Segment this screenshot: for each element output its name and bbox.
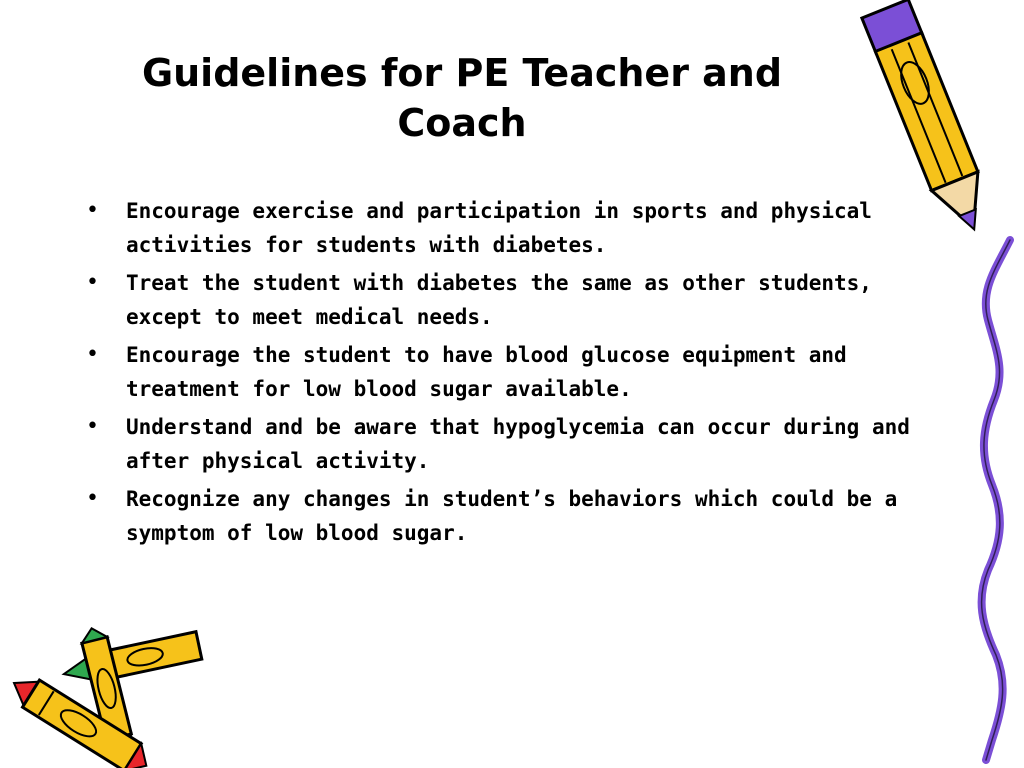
bullet-item	[86, 338, 936, 406]
bullet-item	[86, 266, 936, 334]
bullet-dot-icon: •	[86, 342, 99, 367]
bullet-item	[86, 194, 936, 262]
slide-title: Guidelines for PE Teacher and Coach	[141, 51, 783, 145]
bullet-item	[86, 410, 936, 478]
bullet-text: Understand and be aware that hypoglycemia can occur during and after physical activity.	[126, 415, 910, 473]
bullet-text: Recognize any changes in student’s behaviors which could be a symptom of low blood sugar.	[126, 487, 898, 545]
bullet-dot-icon: •	[86, 270, 99, 295]
pencil-icon	[855, 0, 1005, 245]
bullet-dot-icon: •	[86, 414, 99, 439]
bullet-item	[86, 482, 936, 550]
bullet-dot-icon: •	[86, 486, 99, 511]
crayon-icon	[0, 618, 210, 768]
bullet-text: Encourage exercise and participation in sports and physical activities for students with diabetes.	[126, 199, 872, 257]
bullet-list	[86, 194, 936, 554]
bullet-text: Encourage the student to have blood glucose equipment and treatment for low blood sugar available.	[126, 343, 847, 401]
bullet-text: Treat the student with diabetes the same as other students, except to meet medical needs.	[126, 271, 872, 329]
bullet-dot-icon: •	[86, 198, 99, 223]
